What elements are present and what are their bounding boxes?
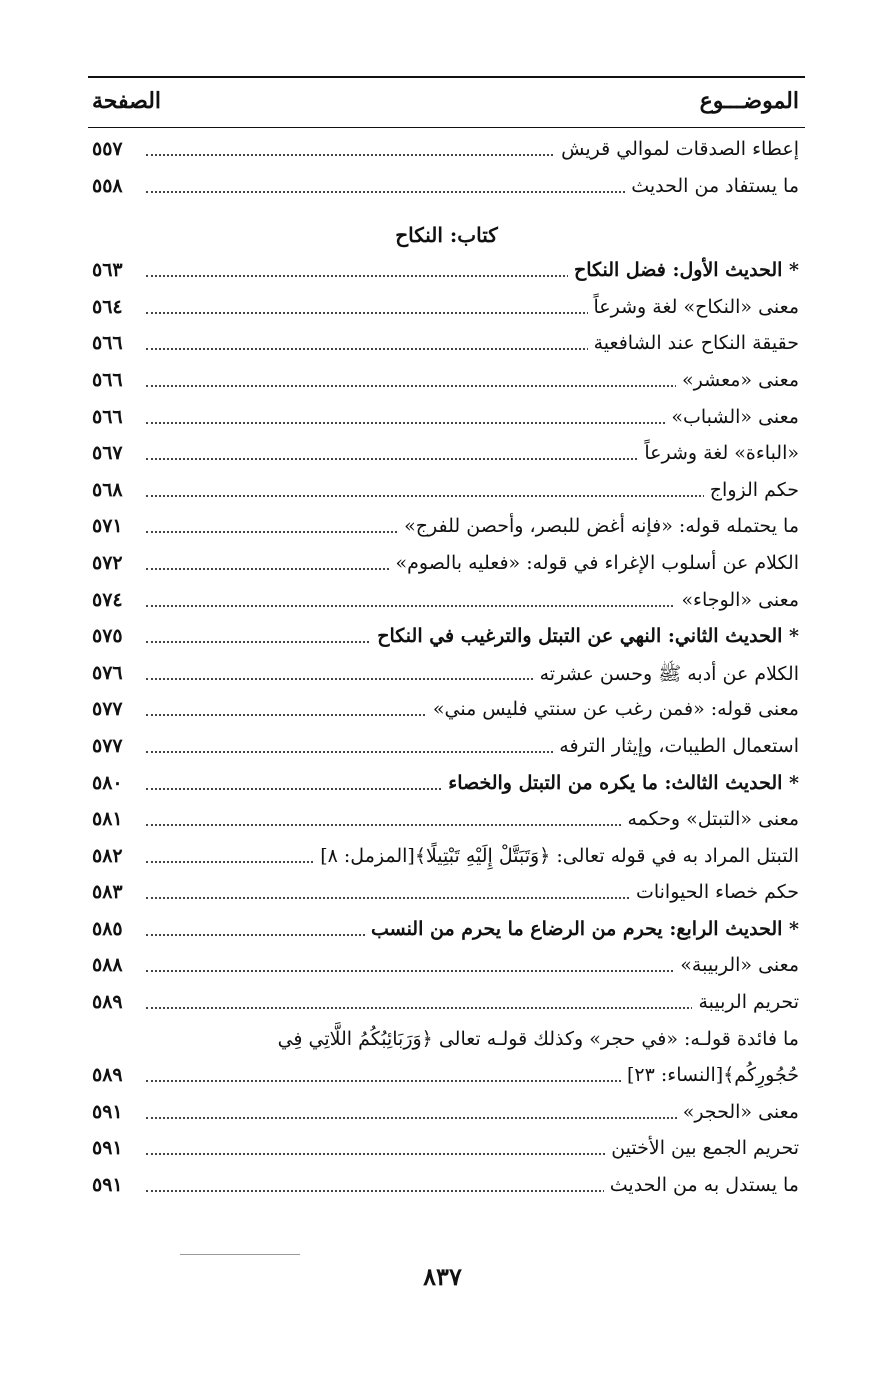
entry-title: * الحديث الأول: فضل النكاح (568, 259, 799, 281)
entry-title: معنى «معشر» (676, 369, 799, 391)
toc-entry (88, 950, 805, 987)
entry-title: تحريم الجمع بين الأختين (605, 1137, 799, 1159)
entry-page-number: ٥٨٨ (92, 954, 123, 977)
toc-entry (88, 475, 805, 512)
entry-title: معنى «النكاح» لغة وشرعاً (588, 296, 799, 318)
toc-entry (88, 1060, 805, 1097)
entry-page-number: ٥٨٩ (92, 991, 123, 1014)
entry-title: * الحديث الثالث: ما يكره من التبتل والخصاء (442, 772, 799, 794)
entry-title: «الباءة» لغة وشرعاً (638, 442, 799, 464)
toc-entry (88, 511, 805, 548)
entry-page-number: ٥٨٢ (92, 844, 123, 867)
toc-entry (88, 1024, 805, 1061)
entry-title: معنى «التبتل» وحكمه (622, 808, 799, 830)
entry-page-number: ٥٥٨ (92, 174, 123, 197)
entry-page-number: ٥٥٧ (92, 138, 123, 160)
entry-title: ما فائدة قولـه: «في حجر» وكذلك قولـه تعالى ﴿وَرَبَائِبُكُمُ اللَّاتِي فِي (277, 1027, 799, 1050)
toc-entry (88, 255, 805, 292)
entry-page-number: ٥٩١ (92, 1100, 123, 1123)
entry-title: استعمال الطيبات، وإيثار الترفه (553, 735, 799, 757)
toc-entry (88, 914, 805, 951)
entry-page-number: ٥٧٦ (92, 661, 123, 684)
toc-entry (88, 365, 805, 402)
toc-entry (88, 438, 805, 475)
entry-title: ما يستفاد من الحديث (625, 175, 799, 197)
topic-column-label: الموضـــوع (699, 88, 799, 114)
entry-page-number: ٥٧٢ (92, 551, 123, 574)
toc-entry (88, 1133, 805, 1170)
toc-entry (88, 694, 805, 731)
toc-header (88, 84, 805, 124)
entry-page-number: ٥٦٨ (92, 478, 123, 501)
entry-page-number: ٥٦٦ (92, 405, 123, 428)
entry-title: حكم خصاء الحيوانات (630, 881, 799, 903)
entry-title: الكلام عن أدبه ﷺ وحسن عشرته (534, 662, 799, 690)
toc-entry (88, 171, 805, 208)
toc-entry (88, 841, 805, 878)
entry-title: إعطاء الصدقات لموالي قريش (555, 138, 799, 160)
toc-entry (88, 768, 805, 805)
toc-entry (88, 292, 805, 329)
entry-title: * الحديث الثاني: النهي عن التبتل والترغيب في النكاح (371, 625, 799, 647)
toc-entry (88, 1170, 805, 1207)
entry-title: معنى «الحجر» (677, 1101, 799, 1123)
entry-title: حكم الزواج (704, 479, 799, 501)
entry-page-number: ٥٦٦ (92, 332, 123, 355)
entry-title: الكلام عن أسلوب الإغراء في قوله: «فعليه بالصوم» (390, 552, 800, 574)
toc-list (88, 134, 805, 1207)
header-rule (88, 127, 805, 128)
toc-entry (88, 621, 805, 658)
entry-title: حقيقة النكاح عند الشافعية (588, 332, 799, 354)
toc-entry (88, 987, 805, 1024)
section-heading (88, 207, 805, 255)
toc-entry (88, 328, 805, 365)
entry-page-number: ٥٧٤ (92, 588, 123, 611)
toc-entry (88, 548, 805, 585)
toc-entry (88, 585, 805, 622)
entry-page-number: ٥٦٦ (92, 368, 123, 391)
entry-page-number: ٥٨٠ (92, 771, 123, 794)
toc-entry (88, 658, 805, 695)
entry-title: كتاب: النكاح (395, 223, 498, 248)
toc-entry (88, 804, 805, 841)
toc-entry (88, 1097, 805, 1134)
toc-entry (88, 134, 805, 171)
toc-entry (88, 402, 805, 439)
page-column-label: الصفحة (92, 88, 162, 114)
toc-entry (88, 731, 805, 768)
entry-page-number: ٥٨٥ (92, 917, 123, 940)
entry-page-number: ٥٨١ (92, 808, 123, 831)
entry-title: معنى قوله: «فمن رغب عن سنتي فليس مني» (427, 698, 799, 720)
entry-title: ما يحتمله قوله: «فإنه أغض للبصر، وأحصن للفرج» (398, 515, 799, 537)
entry-page-number: ٥٦٣ (92, 259, 123, 282)
entry-page-number: ٥٦٤ (92, 295, 123, 318)
top-rule (88, 76, 805, 78)
entry-page-number: ٥٧٥ (92, 625, 123, 648)
entry-page-number: ٥٧٧ (92, 734, 123, 757)
entry-title: معنى «الربيبة» (674, 954, 799, 976)
entry-page-number: ٥٨٩ (92, 1064, 123, 1087)
entry-page-number: ٥٩١ (92, 1174, 123, 1197)
dot-leader (146, 495, 797, 497)
entry-title: معنى «الشباب» (665, 406, 799, 428)
footnote-rule (180, 1254, 300, 1255)
entry-page-number: ٥٨٣ (92, 881, 123, 904)
entry-title: تحريم الربيبة (692, 991, 799, 1013)
page-number: ٨٣٧ (423, 1262, 462, 1291)
entry-page-number: ٥٧٧ (92, 698, 123, 721)
entry-page-number: ٥٩١ (92, 1137, 123, 1160)
entry-title: حُجُورِكُم﴾[النساء: ٢٣] (621, 1064, 799, 1086)
entry-title: ما يستدل به من الحديث (604, 1174, 799, 1196)
entry-title: معنى «الوجاء» (675, 589, 799, 611)
entry-title: * الحديث الرابع: يحرم من الرضاع ما يحرم من النسب (365, 918, 799, 940)
entry-page-number: ٥٦٧ (92, 442, 123, 465)
toc-entry (88, 877, 805, 914)
entry-title: التبتل المراد به في قوله تعالى: ﴿وَتَبَتَّلْ إِلَيْهِ تَبْتِيلًا﴾[المزمل: ٨] (314, 845, 799, 867)
entry-page-number: ٥٧١ (92, 515, 123, 538)
